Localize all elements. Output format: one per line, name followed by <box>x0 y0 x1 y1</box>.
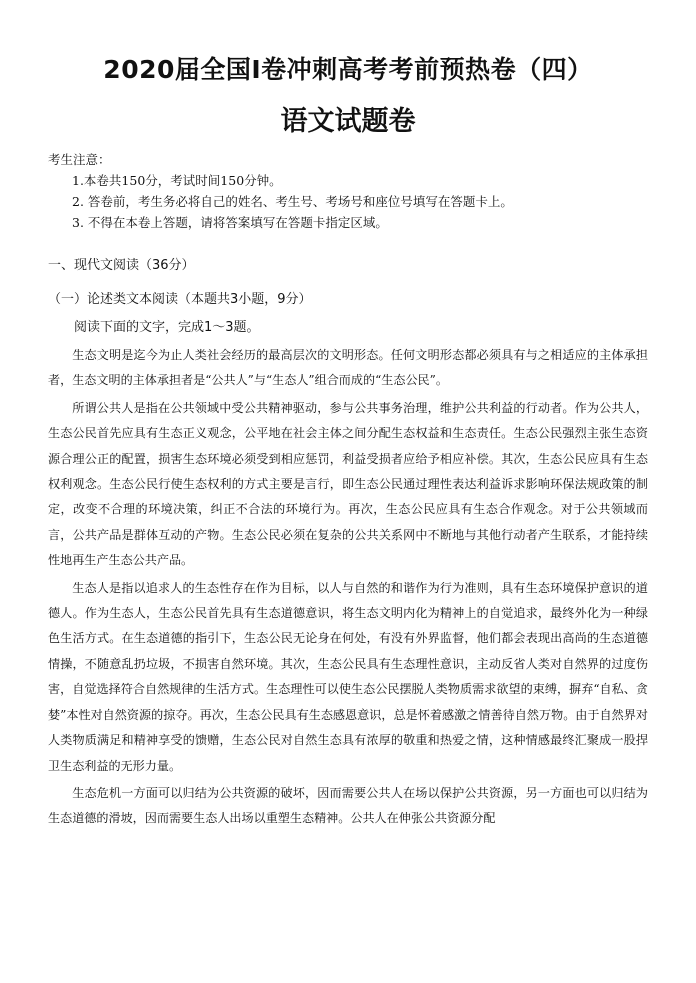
notice-item: 2. 答卷前，考生务必将自己的姓名、考生号、考场号和座位号填写在答题卡上。 <box>72 194 513 209</box>
passage-paragraph: 生态人是指以追求人的生态性存在作为目标，以人与自然的和谐作为行为准则，具有生态环境保护意识的道德人。作为生态人，生态公民首先具有生态道德意识，将生态文明内化为精神上的自觉追求，最终外化为一种绿色生活方式。在生态道德的指引下，生态公民无论身在何处，有没有外界监督，他们都会表现出高尚的生态道德情操，不随意乱扔垃圾，不损害自然环境。其次，生态公民具有生态理性意识，主动反省人类对自然界的过度伤害，自觉选择符合自然规律的生活方式。生态理性可以使生态公民摆脱人类物质需求欲望的束缚，摒弃“自私、贪婪”本性对自然资源的掠夺。再次，生态公民具有生态感恩意识，总是怀着感激之情善待自然万物。由于自然界对人类物质满足和精神享受的馈赠，生态公民对自然生态具有浓厚的敬重和热爱之情，这种情感最终汇聚成一股捍卫生态利益的无形力量。 <box>48 580 648 773</box>
subsection-title: （一）论述类文本阅读（本题共3小题，9分） <box>48 292 312 307</box>
notice-list <box>48 170 648 233</box>
reading-instruction: 阅读下面的文字，完成1～3题。 <box>74 320 260 335</box>
exam-subtitle: 语文试题卷 <box>280 106 416 137</box>
notice-heading: 考生注意： <box>48 152 111 167</box>
passage-body <box>48 343 648 832</box>
passage-paragraph: 所谓公共人是指在公共领域中受公共精神驱动，参与公共事务治理，维护公共利益的行动者。作为公共人，生态公民首先应具有生态正义观念，公平地在社会主体之间分配生态权益和生态责任。生态公民强烈主张生态资源合理公正的配置，损害生态环境必须受到相应惩罚，利益受损者应给予相应补偿。其次，生态公民应具有生态权利观念。生态公民行使生态权利的方式主要是言行，即生态公民通过理性表达利益诉求影响环保法规政策的制定，改变不合理的环境决策，纠正不合法的环境行为。再次，生态公民应具有生态合作观念。对于公共领域而言，公共产品是群体互动的产物。生态公民必须在复杂的公共关系网中不断地与其他行动者产生联系，才能持续性地再生产生态公共产品。 <box>48 400 648 568</box>
exam-title: 2020届全国Ⅰ卷冲刺高考考前预热卷（四） <box>103 55 593 84</box>
passage-paragraph: 生态危机一方面可以归结为公共资源的破坏，因而需要公共人在场以保护公共资源，另一方面也可以归结为生态道德的滑坡，因而需要生态人出场以重塑生态精神。公共人在伸张公共资源分配 <box>48 785 648 826</box>
passage-paragraph: 生态文明是迄今为止人类社会经历的最高层次的文明形态。任何文明形态都必须具有与之相适应的主体承担者，生态文明的主体承担者是“公共人”与“生态人”组合而成的“生态公民”。 <box>48 348 648 388</box>
section-title: 一、现代文阅读（36分） <box>48 258 195 273</box>
notice-item: 1.本卷共150分，考试时间150分钟。 <box>72 173 282 188</box>
notice-item: 3. 不得在本卷上答题，请将答案填写在答题卡指定区域。 <box>72 215 388 230</box>
